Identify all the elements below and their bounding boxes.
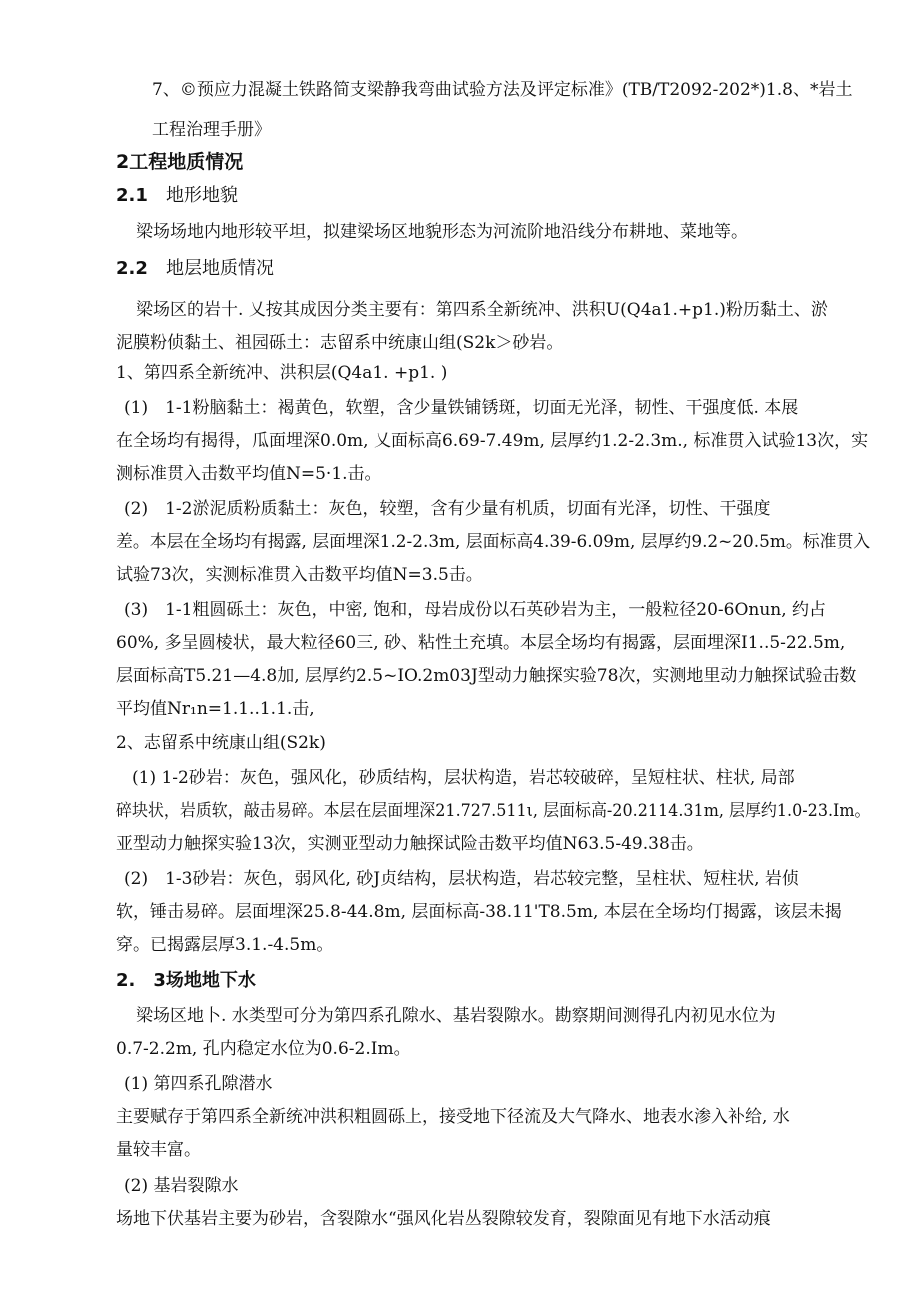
groundwater-type-1-line-2: 量较丰富。 [116, 1140, 201, 1160]
stratum-1-1-line-3: 测标准贯入击数平均值N=5·1.击。 [116, 464, 382, 484]
sandstone-1-2-line-1: (1) 1-2砂岩：灰色，强风化，砂质结构，层状构造，岩芯较破碎，呈短柱状、柱状, 局部 [132, 768, 795, 788]
section-2-3-paragraph-line-1: 梁场区地卜. 水类型可分为第四系孔隙水、基岩裂隙水。勘察期间测得孔内初见水位为 [136, 1006, 776, 1026]
stratum-1-1-gravel-line-3: 层面标高T5.21—4.8加, 层厚约2.5~IO.2m03J型动力触探实验78次，实测地里动力触探试验击数 [116, 666, 857, 686]
stratum-1-2-line-1: (2) 1-2淤泥质粉质黏土：灰色，较塑，含有少量有机质，切面有光泽，切性、干强度 [124, 499, 771, 519]
sandstone-1-3-line-1: (2) 1-3砂岩：灰色，弱风化, 砂J贞结构，层状构造，岩芯较完整，呈柱状、短柱状, 岩侦 [124, 869, 799, 889]
stratum-1-1-gravel-line-2: 60%, 多呈圆棱状，最大粒径60三, 砂、粘性土充填。本层全场均有揭露，层面埋深I1..5-22.5m, [116, 633, 846, 653]
list-item-2-heading: 2、志留系中统康山组(S2k) [116, 733, 326, 753]
section-2-3-paragraph-line-2: 0.7-2.2m, 孔内稳定水位为0.6-2.Im。 [116, 1039, 411, 1059]
stratum-1-1-gravel-line-1: (3) 1-1粗圆砾土：灰色，中密, 饱和，母岩成份以石英砂岩为主，一般粒径20-6Onun, 约占 [124, 600, 827, 620]
section-2-2-heading: 地层地质情况 [166, 258, 274, 279]
sandstone-1-2-line-3: 亚型动力触探实验13次，实测亚型动力触探试险击数平均值N63.5-49.38击。 [116, 834, 704, 854]
section-2-2-paragraph-line-1: 梁场区的岩十. 乂按其成因分类主要有：第四系全新统冲、洪积U(Q4a1.+p1.)粉历黏土、淤 [136, 300, 828, 320]
groundwater-type-2-heading: (2) 基岩裂隙水 [124, 1176, 239, 1196]
stratum-1-1-line-1: (1) 1-1粉脑黏土：褐黄色，软塑，含少量铁铺锈斑，切面无光泽，韧性、干强度低. 本展 [124, 398, 799, 418]
groundwater-type-1-line-1: 主要赋存于第四系全新统冲洪积粗圆砾上，接受地下径流及大气降水、地表水渗入补给, 水 [116, 1107, 790, 1127]
sandstone-1-3-line-3: 穿。已揭露层厚3.1.-4.5m。 [116, 935, 334, 955]
stratum-1-2-line-3: 试验73次，实测标准贯入击数平均值N=3.5击。 [116, 565, 483, 585]
sandstone-1-3-line-2: 软，锤击易碎。层面埋深25.8-44.8m, 层面标高-38.11'T8.5m, 本层在全场均仃揭露，该层未揭 [116, 902, 842, 922]
section-2-heading: 2工程地质情况 [116, 151, 244, 173]
stratum-1-2-line-2: 差。本层在全场均有揭露, 层面埋深1.2-2.3m, 层面标高4.39-6.09m, 层厚约9.2~20.5m。标准贯入 [116, 532, 871, 552]
section-2-1-heading: 地形地貌 [166, 185, 238, 206]
list-item-1-heading: 1、第四系全新统冲、洪积层(Q4a1. +p1. ) [116, 363, 448, 383]
groundwater-type-2-line-1: 场地下伏基岩主要为砂岩，含裂隙水“强风化岩丛裂隙较发育，裂隙面见有地下水活动痕 [116, 1209, 771, 1229]
groundwater-type-1-heading: (1) 第四系孔隙潜水 [124, 1074, 273, 1094]
reference-line-1: 7、©预应力混凝土铁路简支梁静我弯曲试验方法及评定标准》(TB/T2092-202*)1.8、*岩土 [152, 80, 853, 100]
stratum-1-1-gravel-line-4: 平均值Nr₁n=1.1..1.1.击, [116, 699, 315, 719]
sandstone-1-2-line-2: 碎块状，岩质软，敲击易碎。本层在层面埋深21.727.511ι, 层面标高-20.2114.31m, 层厚约1.0-23.Im。 [116, 801, 871, 821]
section-2-3-heading: 2. 3场地地下水 [116, 970, 256, 991]
section-2-1-text: 梁场场地内地形较平坦，拟建梁场区地貌形态为河流阶地沿线分布耕地、菜地等。 [136, 222, 748, 242]
section-2-1-number: 2.1 [116, 185, 148, 206]
reference-line-2: 工程治理手册》 [152, 120, 271, 140]
stratum-1-1-line-2: 在全场均有揭得，瓜面埋深0.0m, 乂面标高6.69-7.49m, 层厚约1.2-2.3m., 标准贯入试验13次，实 [116, 431, 869, 451]
section-2-2-number: 2.2 [116, 258, 148, 279]
section-2-2-paragraph-line-2: 泥膜粉侦黏土、祖园砾土：志留系中统康山组(S2k＞砂岩。 [116, 333, 564, 353]
